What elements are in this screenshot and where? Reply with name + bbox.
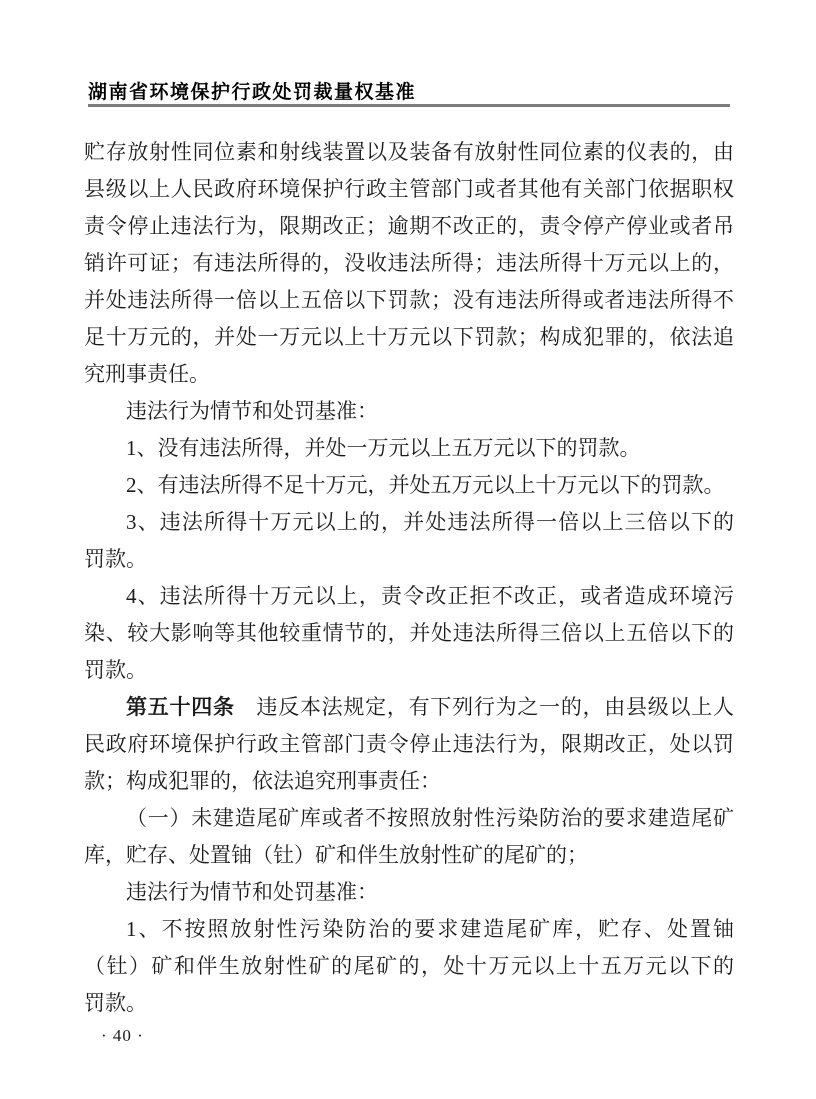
text-segment: 罚款。	[84, 991, 147, 1015]
document-body	[84, 134, 734, 1022]
header-rule	[88, 104, 730, 107]
text-line	[84, 578, 734, 615]
text-line	[84, 319, 734, 356]
text-line	[84, 245, 734, 282]
text-segment: 染、较大影响等其他较重情节的，并处违法所得三倍以上五倍以下的	[84, 621, 734, 645]
text-line	[84, 985, 734, 1022]
text-line	[84, 541, 734, 578]
text-line	[84, 726, 734, 763]
text-segment: 违法行为情节和处罚基准：	[126, 880, 378, 904]
text-segment: 库，贮存、处置铀（钍）矿和伴生放射性矿的尾矿的；	[84, 843, 588, 867]
text-segment: 违反本法规定，有下列行为之一的，由县级以上人	[234, 695, 734, 719]
text-line	[84, 208, 734, 245]
text-segment: （钍）矿和伴生放射性矿的尾矿的，处十万元以上十五万元以下的	[84, 954, 734, 978]
article-number: 第五十四条	[126, 696, 235, 719]
text-line	[84, 837, 734, 874]
text-segment: 足十万元的，并处一万元以上十万元以下罚款；构成犯罪的，依法追	[84, 325, 734, 349]
text-segment: 责令停止违法行为，限期改正；逾期不改正的，责令停产停业或者吊	[84, 214, 734, 238]
text-line	[84, 356, 734, 393]
text-segment: 县级以上人民政府环境保护行政主管部门或者其他有关部门依据职权	[84, 177, 734, 201]
text-line	[84, 763, 734, 800]
text-line	[84, 171, 734, 208]
text-line	[84, 652, 734, 689]
text-segment: 并处违法所得一倍以上五倍以下罚款；没有违法所得或者违法所得不	[84, 288, 734, 312]
text-line	[84, 393, 734, 430]
text-line	[84, 689, 734, 726]
text-line	[84, 615, 734, 652]
text-segment: 违法行为情节和处罚基准：	[126, 399, 378, 423]
text-line	[84, 911, 734, 948]
text-line	[84, 874, 734, 911]
text-line	[84, 282, 734, 319]
text-segment: 1、不按照放射性污染防治的要求建造尾矿库，贮存、处置铀	[126, 917, 734, 941]
text-line	[84, 134, 734, 171]
text-line	[84, 430, 734, 467]
text-line	[84, 467, 734, 504]
text-line	[84, 504, 734, 541]
page-title: 湖南省环境保护行政处罚裁量权基准	[88, 82, 417, 103]
text-segment: 1、没有违法所得，并处一万元以上五万元以下的罚款。	[126, 436, 641, 460]
text-segment: 民政府环境保护行政主管部门责令停止违法行为，限期改正，处以罚	[84, 732, 734, 756]
text-segment: 罚款。	[84, 658, 147, 682]
text-line	[84, 800, 734, 837]
text-segment: 贮存放射性同位素和射线装置以及装备有放射性同位素的仪表的，由	[84, 140, 734, 164]
text-line	[84, 948, 734, 985]
text-segment: 款；构成犯罪的，依法追究刑事责任：	[84, 769, 441, 793]
text-segment: 罚款。	[84, 547, 147, 571]
text-segment: 究刑事责任。	[84, 362, 210, 386]
text-segment: 2、有违法所得不足十万元，并处五万元以上十万元以下的罚款。	[126, 473, 725, 497]
text-segment: （一）未建造尾矿库或者不按照放射性污染防治的要求建造尾矿	[126, 806, 734, 830]
text-segment: 销许可证；有违法所得的，没收违法所得；违法所得十万元以上的，	[84, 251, 734, 275]
page-number: · 40 ·	[101, 1026, 144, 1045]
text-segment: 4、违法所得十万元以上，责令改正拒不改正，或者造成环境污	[126, 584, 734, 608]
text-segment: 3、违法所得十万元以上的，并处违法所得一倍以上三倍以下的	[126, 510, 734, 534]
